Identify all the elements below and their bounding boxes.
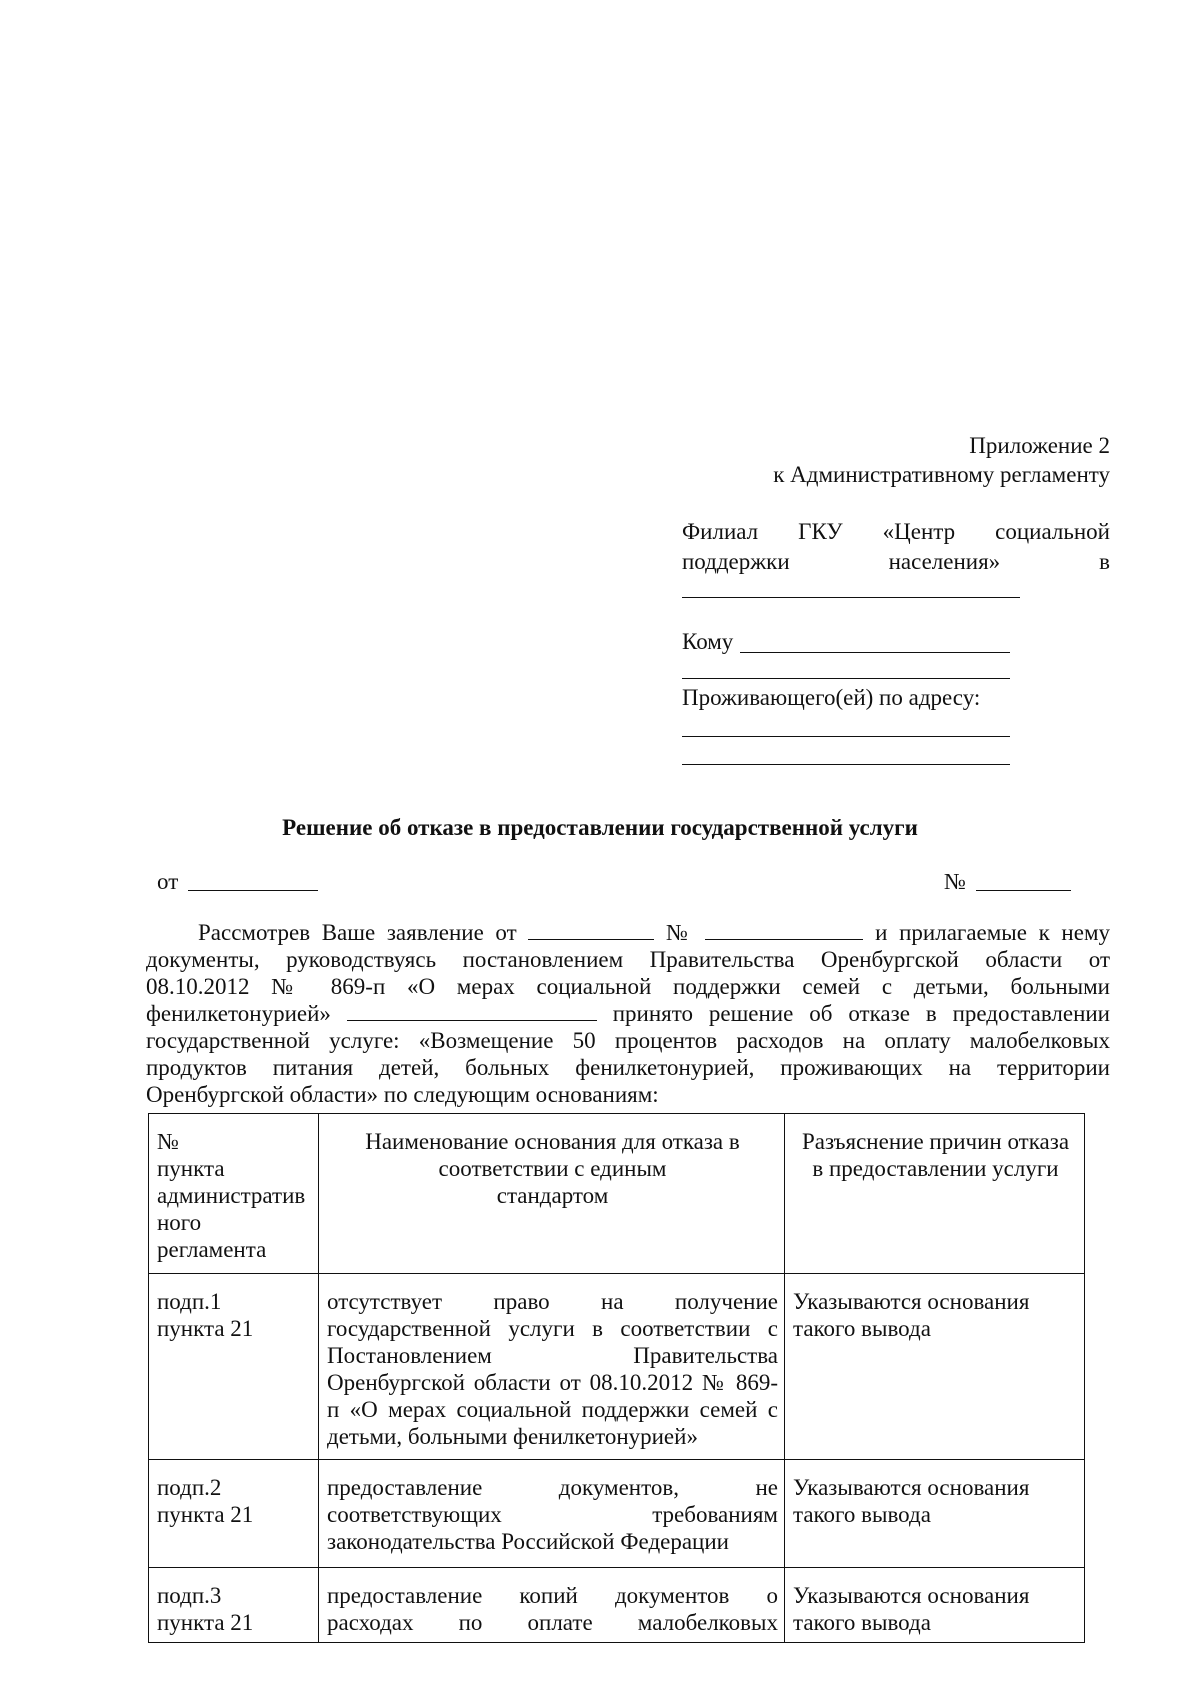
application-number-sign: № [665,920,694,945]
attached-text: и прилагаемые к нему [875,920,1111,945]
ground-cell [319,1568,785,1643]
header-clause-number [149,1114,319,1274]
branch-recipient-block [682,517,1110,577]
explanation-cell [785,1568,1085,1643]
header-text: в предоставлении услуги [812,1156,1059,1181]
clause-cell [149,1568,319,1643]
cell-text: Постановлением Правительства [327,1343,778,1368]
paragraph-line-5: государственной услуге: «Возмещение 50 процентов расходов на оплату малобелковых [146,1028,1110,1053]
cell-text: подп.1 [157,1289,222,1314]
header-text: административ [157,1183,306,1208]
paragraph-line-3: 08.10.2012 № 869-п «О мерах социальной поддержки семей с детьми, больными [146,974,1110,999]
whom-label: Кому [682,629,734,654]
address-blank-line-2 [682,764,1010,765]
table-row [149,1568,1085,1643]
explanation-cell [785,1274,1085,1460]
explanation-cell [785,1460,1085,1568]
paragraph-line-4 [146,1000,1110,1027]
cell-text: Оренбургской области от 08.10.2012 № 869- [327,1370,778,1395]
address-label: Проживающего(ей) по адресу: [682,685,981,710]
decision-text: принято решение об отказе в предоставлении [612,1001,1110,1026]
cell-text: предоставление документов, не [327,1475,778,1500]
date-from-label: от [157,869,179,894]
header-text: стандартом [496,1183,609,1208]
number-blank-line [976,890,1071,891]
paragraph-line-7: Оренбургской области» по следующим основаниям: [146,1082,659,1107]
header-text: регламента [157,1237,267,1262]
header-ground-name [319,1114,785,1274]
cell-text: Указываются основания [793,1583,1030,1608]
branch-line-1: Филиал ГКУ «Центр социальной [682,519,1110,544]
cell-text: пункта 21 [157,1610,254,1635]
cell-text: п «О мерах социальной поддержки семей с [327,1397,778,1422]
cell-text: Указываются основания [793,1475,1030,1500]
number-label: № [944,869,966,894]
cell-text: детьми, больными фенилкетонурией» [327,1424,698,1449]
cell-text: законодательства Российской Федерации [327,1529,729,1554]
cell-text: соответствующих требованиям [327,1502,778,1527]
decision-body-blank [347,1002,597,1021]
paragraph-line-6: продуктов питания детей, больных фенилкетонурией, проживающих на территории [146,1055,1110,1080]
header-text: Наименование основания для отказа в [365,1129,740,1154]
branch-blank-line [682,597,1020,598]
cell-text: предоставление копий документов о [327,1583,778,1608]
document-title: Решение об отказе в предоставлении государственной услуги [282,815,918,840]
ground-cell [319,1460,785,1568]
cell-text: Указываются основания [793,1289,1030,1314]
clause-cell [149,1274,319,1460]
decision-paragraph [146,919,1110,1108]
table-row [149,1274,1085,1460]
cell-text: пункта 21 [157,1316,254,1341]
date-blank-line [188,890,318,891]
cell-text: расходах по оплате малобелковых [327,1610,778,1635]
clause-cell [149,1460,319,1568]
header-text: соответствии с единым [438,1156,667,1181]
disease-text: фенилкетонурией» [146,1001,331,1026]
appendix-reference: к Административному регламенту [773,462,1110,487]
considered-text: Рассмотрев Ваше заявление от [198,920,517,945]
header-text: № [157,1129,179,1154]
branch-line-2: поддержки населения» в [682,549,1110,574]
application-date-blank [528,921,654,940]
header-explanation [785,1114,1085,1274]
whom-blank-line-2 [682,678,1010,679]
header-text: ного [157,1210,202,1235]
table-row [149,1460,1085,1568]
cell-text: пункта 21 [157,1502,254,1527]
whom-blank-line [740,652,1010,653]
cell-text: отсутствует право на получение [327,1289,778,1314]
cell-text: подп.2 [157,1475,222,1500]
cell-text: государственной услуги в соответствии с [327,1316,778,1341]
application-number-blank [705,921,863,940]
refusal-grounds-table [148,1113,1085,1643]
cell-text: такого вывода [793,1502,931,1527]
cell-text: подп.3 [157,1583,222,1608]
table-header-row [149,1114,1085,1274]
appendix-number: Приложение 2 [969,433,1110,458]
cell-text: такого вывода [793,1316,931,1341]
address-blank-line-1 [682,736,1010,737]
paragraph-line-1 [146,919,1110,946]
cell-text: такого вывода [793,1610,931,1635]
header-text: Разъяснение причин отказа [801,1129,1070,1154]
paragraph-line-2: документы, руководствуясь постановлением Правительства Оренбургской области от [146,947,1110,972]
header-text: пункта [157,1156,225,1181]
ground-cell [319,1274,785,1460]
